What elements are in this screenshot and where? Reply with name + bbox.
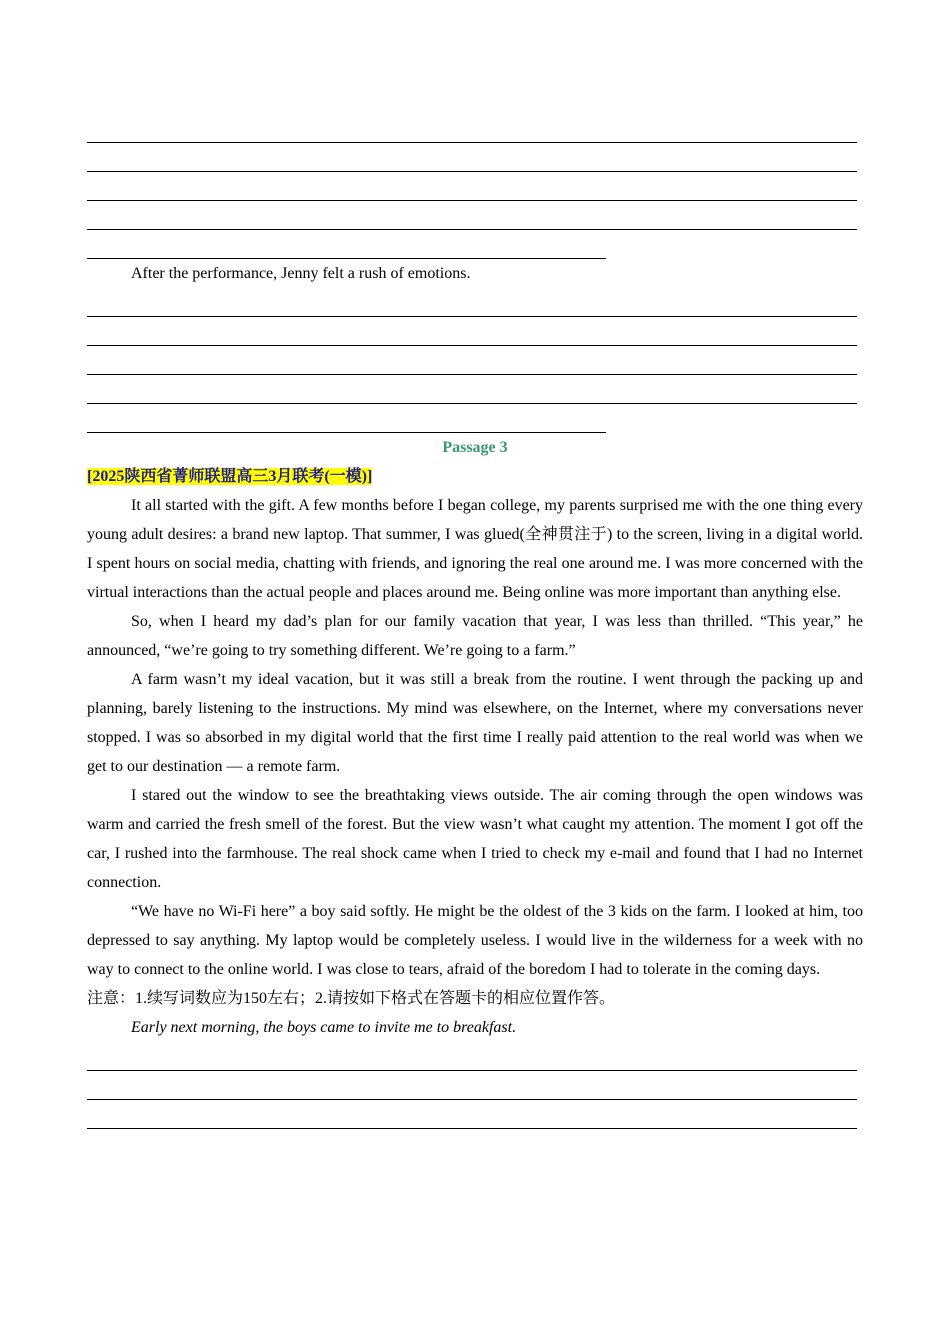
answer-line xyxy=(87,172,857,201)
passage-paragraph: A farm wasn’t my ideal vacation, but it was still a break from the routine. I went through the packing up and planning, barely listening to the instructions. My mind was elsewhere, on the Internet, where my conversations never stopped. I was so absorbed in my digital world that the first time I really paid attention to the real world was when we get to our destination — a remote farm. xyxy=(87,671,863,775)
answer-lines-top xyxy=(87,114,863,259)
answer-line xyxy=(87,317,857,346)
answer-lines-middle xyxy=(87,288,863,433)
instruction-note: 注意：1.续写词数应为150左右；2.请按如下格式在答题卡的相应位置作答。 xyxy=(87,990,616,1007)
source-label: [2025陕西省菁师联盟高三3月联考(一模)] xyxy=(87,468,373,485)
answer-line xyxy=(87,1100,857,1129)
answer-line xyxy=(87,346,857,375)
answer-line xyxy=(87,201,857,230)
passage-paragraph: It all started with the gift. A few months before I began college, my parents surprised me with the one thing every young adult desires: a brand new laptop. That summer, I was glued(全神贯注于) to the screen, living in a digital world. I spent hours on social media, chatting with friends, and ignoring the real one around me. I was more concerned with the virtual interactions than the actual people and places around me. Being online was more important than anything else. xyxy=(87,497,863,601)
answer-lines-bottom xyxy=(87,1042,863,1129)
continuation-prompt-1: After the performance, Jenny felt a rush of emotions. xyxy=(131,265,471,282)
answer-line xyxy=(87,288,857,317)
answer-line xyxy=(87,1071,857,1100)
answer-line xyxy=(87,375,857,404)
answer-line xyxy=(87,114,857,143)
passage-paragraph: I stared out the window to see the breathtaking views outside. The air coming through the open windows was warm and carried the fresh smell of the forest. But the view wasn’t what caught my attention. The moment I got off the car, I rushed into the farmhouse. The real shock came when I tried to check my e-mail and found that I had no Internet connection. xyxy=(87,787,863,891)
passage-source xyxy=(87,462,863,491)
passage-heading: Passage 3 xyxy=(442,439,508,456)
answer-line xyxy=(87,1042,857,1071)
answer-line xyxy=(87,143,857,172)
passage-paragraph: So, when I heard my dad’s plan for our family vacation that year, I was less than thrilled. “This year,” he announced, “we’re going to try something different. We’re going to a farm.” xyxy=(87,613,863,659)
answer-line xyxy=(87,404,606,433)
document-page xyxy=(87,0,863,1129)
passage-paragraph: “We have no Wi-Fi here” a boy said softly. He might be the oldest of the 3 kids on the farm. I looked at him, too depressed to say anything. My laptop would be completely useless. I would live in the wilderness for a week with no way to connect to the online world. I was close to tears, afraid of the boredom I had to tolerate in the coming days. xyxy=(87,903,863,978)
continuation-prompt-2: Early next morning, the boys came to invite me to breakfast. xyxy=(131,1019,517,1036)
answer-line xyxy=(87,230,606,259)
